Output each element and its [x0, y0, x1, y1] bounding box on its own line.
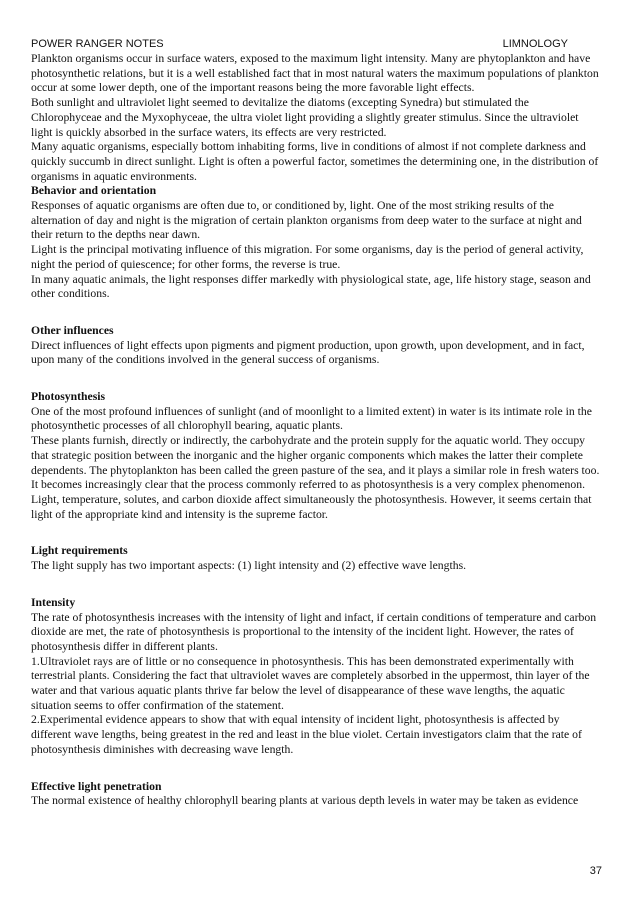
- paragraph: In many aquatic animals, the light responses differ markedly with physiological state, age, life history stage, season and other conditions.: [31, 272, 591, 301]
- paragraph: The light supply has two important aspects: (1) light intensity and (2) effective wave lengths.: [31, 559, 467, 573]
- paragraph: Direct influences of light effects upon pigments and pigment production, upon growth, upon development, and in fact, upon many of the conditions involved in the general success of organisms.: [31, 338, 585, 367]
- header-right-title: LIMNOLOGY: [502, 38, 568, 50]
- paragraph: 2.Experimental evidence appears to show that with equal intensity of incident light, photosynthesis is affected by different wave lengths, being greatest in the red and least in the blue violet. Certain investigators claim that the rate of photosynthesis diminishes with decreasing wave length.: [31, 713, 582, 756]
- page-body: [31, 52, 601, 809]
- paragraph: The rate of photosynthesis increases with the intensity of light and infact, if certain conditions of temperature and carbon dioxide are met, the rate of photosynthesis is proportional to the intensity of the incident light. However, the rates of photosynthesis differ in different plants.: [31, 610, 597, 653]
- paragraph: One of the most profound influences of sunlight (and of moonlight to a limited extent) in water is its intimate role in the photosynthetic processes of all chlorophyll bearing, aquatic plants.: [31, 404, 592, 433]
- section-heading-behavior: Behavior and orientation: [31, 184, 157, 198]
- paragraph: Light is the principal motivating influence of this migration. For some organisms, day is the period of general activity, night the period of quiescence; for other forms, the reverse is true.: [31, 243, 584, 271]
- section-heading-other-influences: Other influences: [31, 323, 114, 337]
- paragraph: Responses of aquatic organisms are often due to, or conditioned by, light. One of the most striking results of the alternation of day and night is the migration of certain plankton organisms from deep water to the surface at night and their return to the depths near dawn.: [31, 199, 582, 242]
- paragraph: It becomes increasingly clear that the process commonly referred to as photosynthesis is a very complex phenomenon. Light, temperature, solutes, and carbon dioxide affect simultaneously the photosynthesis. However, it seems certain that light of the appropriate kind and intensity is the supreme factor.: [31, 478, 592, 521]
- section-heading-effective-light-penetration: Effective light penetration: [31, 779, 162, 793]
- paragraph: Plankton organisms occur in surface waters, exposed to the maximum light intensity. Many are phytoplankton and have photosynthetic relations, but it is a well established fact that in most natural waters the maximum populations of plankton occur at some lower depth, one of the important reasons being the more favorable light effects.: [31, 52, 599, 95]
- header-left-title: POWER RANGER NOTES: [31, 38, 164, 50]
- paragraph: The normal existence of healthy chlorophyll bearing plants at various depth levels in water may be taken as evidence: [31, 794, 579, 808]
- section-heading-intensity: Intensity: [31, 595, 76, 609]
- paragraph: Many aquatic organisms, especially bottom inhabiting forms, live in conditions of almost if not complete darkness and quickly succumb in direct sunlight. Light is often a powerful factor, sometimes the determining one, in the distribution of organisms in aquatic environments.: [31, 140, 599, 183]
- section-heading-light-requirements: Light requirements: [31, 544, 128, 558]
- paragraph: These plants furnish, directly or indirectly, the carbohydrate and the protein supply for the aquatic world. They occupy that strategic position between the inorganic and the higher organic components which makes the latter their complete dependents. The phytoplankton has been called the green pasture of the sea, and it plays a similar role in fresh waters too.: [31, 434, 600, 477]
- section-heading-photosynthesis: Photosynthesis: [31, 390, 106, 404]
- paragraph: 1.Ultraviolet rays are of little or no consequence in photosynthesis. This has been demonstrated experimentally with terrestrial plants. Considering the fact that ultraviolet waves are completely absorbed in the uppermost, thin layer of the water and that various aquatic plants thrive far below the level of disappearance of these wave lengths, the aquatic situation seems to offer confirmation of the statement.: [31, 654, 590, 712]
- paragraph: Both sunlight and ultraviolet light seemed to devitalize the diatoms (excepting Synedra) but stimulated the Chlorophyceae and the Myxophyceae, the ultra violet light providing a slightly greater stimulus. Since the ultraviolet light is quickly absorbed in the surface waters, its effects are very restricted.: [31, 96, 579, 139]
- page-number: 37: [589, 865, 602, 877]
